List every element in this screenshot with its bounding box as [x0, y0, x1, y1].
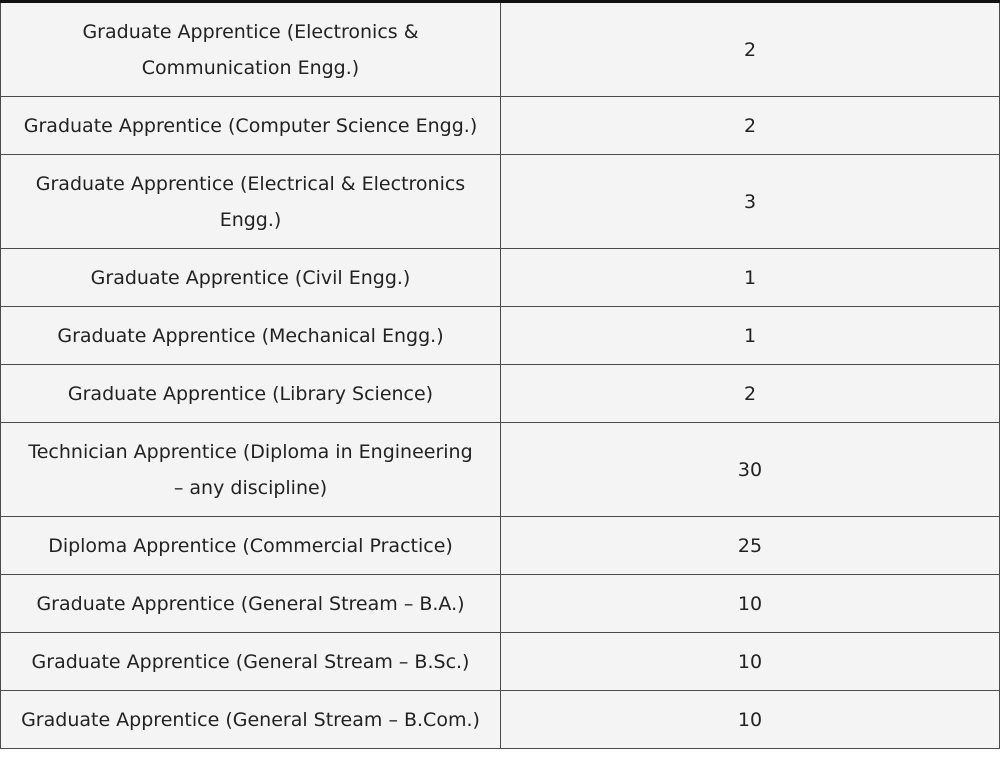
vacancy-count-cell: 10 — [501, 691, 1000, 749]
post-name-cell: Graduate Apprentice (Civil Engg.) — [1, 249, 501, 307]
post-name-cell: Graduate Apprentice (General Stream – B.Sc.) — [1, 633, 501, 691]
vacancy-count-cell: 10 — [501, 633, 1000, 691]
vacancy-count-cell: 25 — [501, 517, 1000, 575]
table-row — [1, 633, 1000, 691]
vacancy-count-cell: 10 — [501, 575, 1000, 633]
vacancy-count-cell: 2 — [501, 2, 1000, 97]
post-name-cell: Technician Apprentice (Diploma in Engineering – any discipline) — [1, 423, 501, 517]
post-name-cell: Graduate Apprentice (General Stream – B.A.) — [1, 575, 501, 633]
table-row — [1, 155, 1000, 249]
post-name-cell: Graduate Apprentice (Mechanical Engg.) — [1, 307, 501, 365]
table-row — [1, 307, 1000, 365]
table-row — [1, 575, 1000, 633]
post-name-cell: Graduate Apprentice (General Stream – B.Com.) — [1, 691, 501, 749]
table-row — [1, 365, 1000, 423]
post-name-cell: Graduate Apprentice (Library Science) — [1, 365, 501, 423]
table-row — [1, 2, 1000, 97]
table-row — [1, 249, 1000, 307]
table-row — [1, 97, 1000, 155]
table-row — [1, 517, 1000, 575]
post-name-cell: Graduate Apprentice (Electrical & Electronics Engg.) — [1, 155, 501, 249]
vacancy-count-cell: 30 — [501, 423, 1000, 517]
table-row — [1, 691, 1000, 749]
vacancy-count-cell: 1 — [501, 249, 1000, 307]
vacancy-count-cell: 2 — [501, 365, 1000, 423]
vacancy-count-cell: 2 — [501, 97, 1000, 155]
vacancy-count-cell: 3 — [501, 155, 1000, 249]
post-name-cell: Diploma Apprentice (Commercial Practice) — [1, 517, 501, 575]
post-name-cell: Graduate Apprentice (Computer Science Engg.) — [1, 97, 501, 155]
vacancy-count-cell: 1 — [501, 307, 1000, 365]
post-name-cell: Graduate Apprentice (Electronics & Communication Engg.) — [1, 2, 501, 97]
table-row — [1, 423, 1000, 517]
